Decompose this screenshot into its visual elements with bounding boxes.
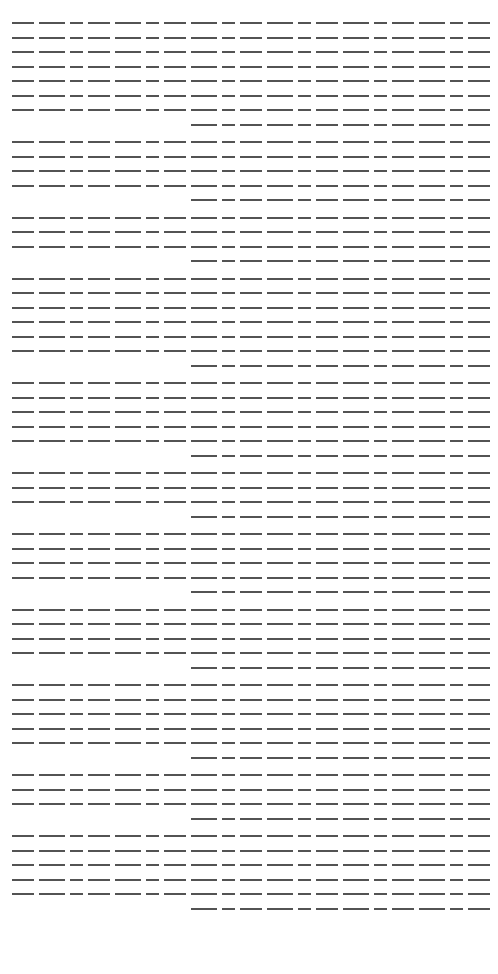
text-line: [8, 885, 490, 900]
text-line: [8, 43, 490, 58]
text-line: [191, 583, 490, 598]
text-line: [8, 615, 490, 630]
text-line: [191, 659, 490, 674]
text-line: [8, 209, 490, 224]
text-line: [8, 781, 490, 796]
text-line: [8, 720, 490, 735]
text-line: [8, 569, 490, 584]
paragraph: [8, 464, 490, 522]
article-body: [8, 14, 490, 914]
text-line: [8, 403, 490, 418]
text-line: [8, 871, 490, 886]
text-line: [8, 432, 490, 447]
text-line: [8, 328, 490, 343]
text-line: [8, 464, 490, 479]
text-line: [8, 87, 490, 102]
text-line: [191, 191, 490, 206]
text-line: [8, 644, 490, 659]
text-line: [8, 72, 490, 87]
text-line: [8, 389, 490, 404]
text-line: [8, 554, 490, 569]
paragraph: [8, 374, 490, 461]
text-line: [191, 357, 490, 372]
text-line: [8, 14, 490, 29]
text-line: [8, 691, 490, 706]
text-line: [8, 162, 490, 177]
text-line: [8, 856, 490, 871]
text-line: [8, 540, 490, 555]
text-line: [8, 766, 490, 781]
paragraph: [8, 525, 490, 598]
text-line: [8, 177, 490, 192]
text-line: [8, 676, 490, 691]
text-line: [8, 795, 490, 810]
paragraph: [8, 14, 490, 130]
text-line: [8, 493, 490, 508]
text-line: [8, 734, 490, 749]
paragraph: [8, 270, 490, 372]
text-line: [8, 342, 490, 357]
paragraph: [8, 766, 490, 824]
text-line: [8, 299, 490, 314]
paragraph: [8, 209, 490, 267]
paragraph: [8, 601, 490, 674]
text-line: [191, 810, 490, 825]
text-line: [8, 58, 490, 73]
text-line: [8, 479, 490, 494]
text-line: [8, 525, 490, 540]
text-line: [191, 900, 490, 915]
text-line: [8, 29, 490, 44]
text-line: [8, 101, 490, 116]
text-line: [8, 238, 490, 253]
text-line: [8, 133, 490, 148]
text-line: [191, 116, 490, 131]
text-line: [8, 630, 490, 645]
paragraph: [8, 676, 490, 763]
text-line: [8, 842, 490, 857]
paragraph: [8, 827, 490, 914]
text-line: [191, 447, 490, 462]
text-line: [8, 601, 490, 616]
text-line: [8, 284, 490, 299]
text-line: [191, 508, 490, 523]
text-line: [8, 223, 490, 238]
text-line: [8, 270, 490, 285]
paragraph: [8, 133, 490, 206]
text-line: [8, 148, 490, 163]
text-line: [8, 827, 490, 842]
text-line: [191, 252, 490, 267]
text-line: [8, 418, 490, 433]
text-line: [8, 374, 490, 389]
text-line: [8, 313, 490, 328]
text-line: [8, 705, 490, 720]
text-line: [191, 749, 490, 764]
